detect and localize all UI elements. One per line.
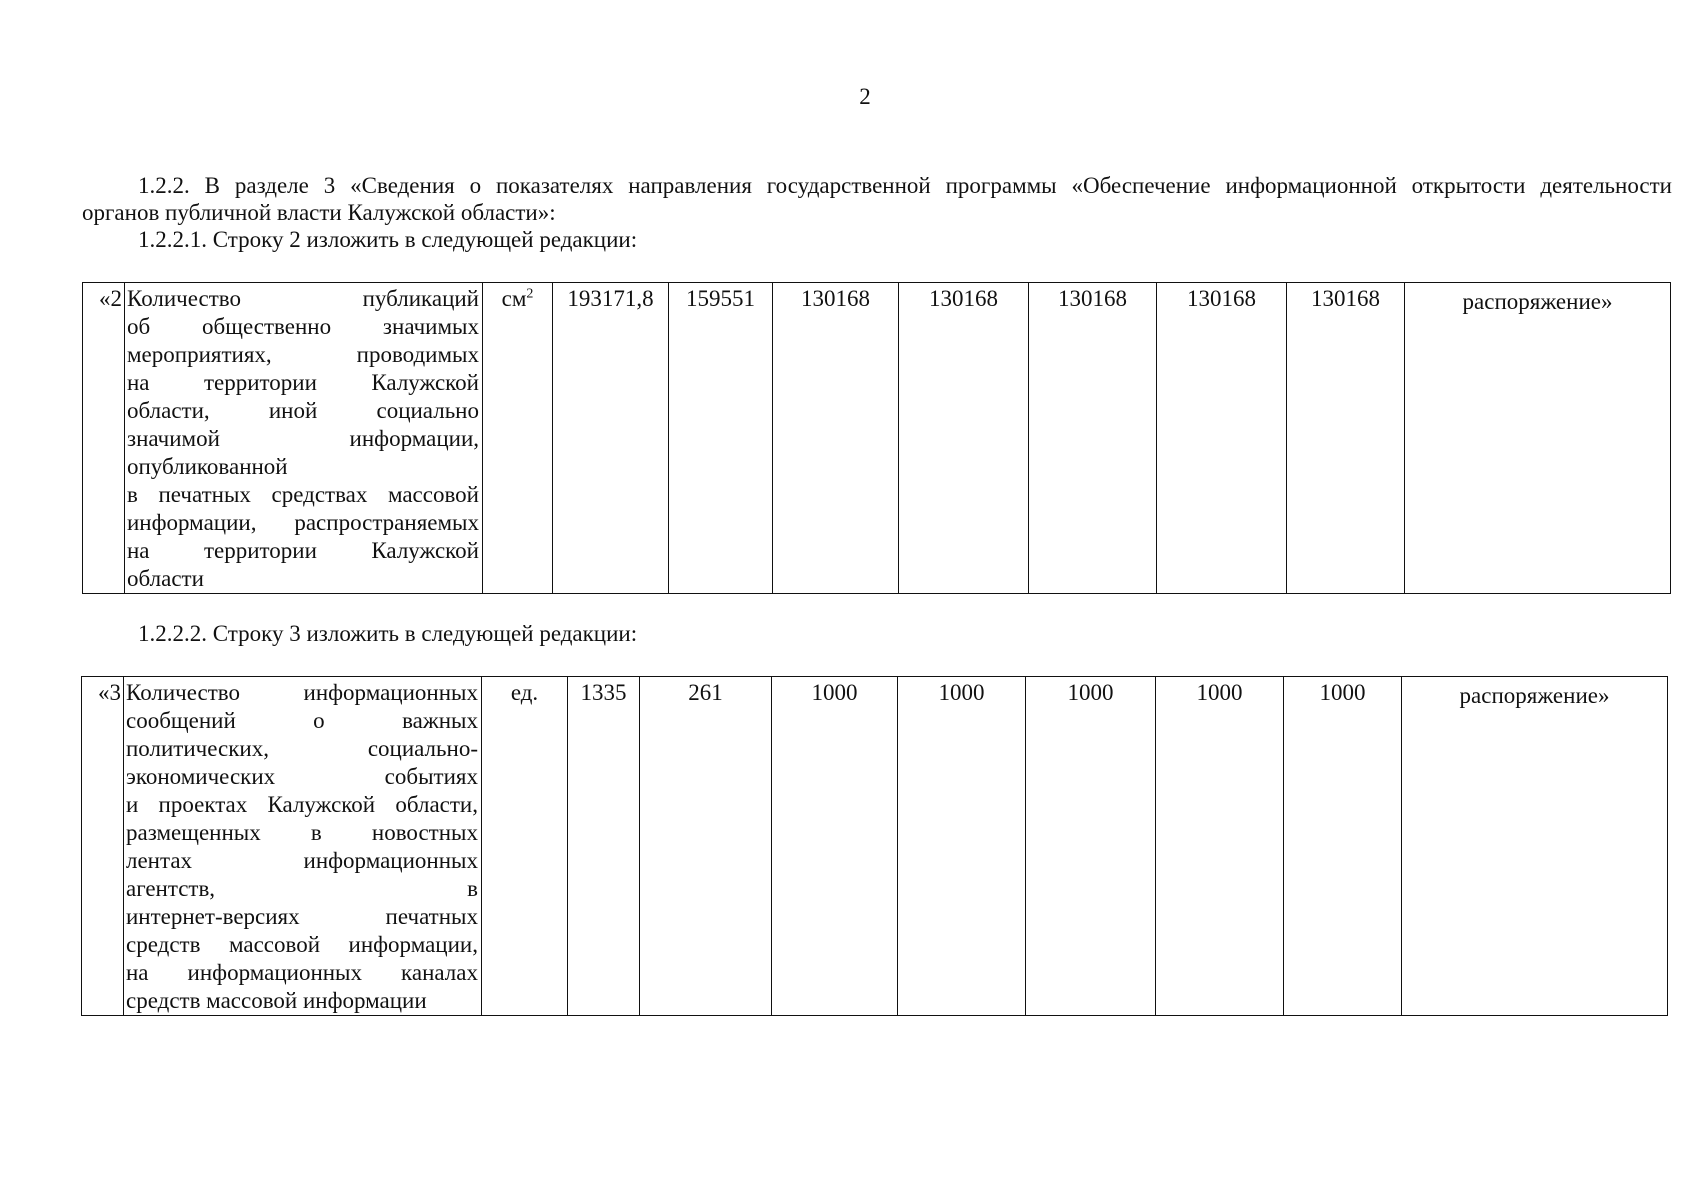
- value-cell: 1000: [1156, 677, 1284, 1016]
- value-cell: 261: [640, 677, 772, 1016]
- description-line: сообщений о важных: [126, 708, 478, 733]
- instruction-row-3: 1.2.2.2. Строку 3 изложить в следующей редакции:: [138, 621, 638, 646]
- unit-of-measure: ед.: [482, 677, 568, 1016]
- description-line: области: [127, 566, 204, 591]
- value-cell: 1000: [1026, 677, 1156, 1016]
- description-line: и проектах Калужской области,: [126, 792, 478, 817]
- description-line: лентах информационных: [126, 848, 478, 873]
- value-cell: 1000: [772, 677, 898, 1016]
- intro-line-2: органов публичной власти Калужской области»:: [82, 200, 556, 225]
- value-cell: 1000: [898, 677, 1026, 1016]
- description-line: об общественно значимых: [127, 314, 479, 339]
- description-line: Количество публикаций: [127, 286, 479, 311]
- unit-of-measure: [483, 283, 553, 594]
- description-line: информации, распространяемых: [127, 510, 479, 535]
- value-cell: 130168: [773, 283, 899, 594]
- value-cell: 1000: [1284, 677, 1402, 1016]
- description-line: агентств, в: [126, 876, 478, 901]
- description-line: размещенных в новостных: [126, 820, 478, 845]
- description-line: на информационных каналах: [126, 960, 478, 985]
- value-cell: 130168: [1287, 283, 1405, 594]
- description-line: экономических событиях: [126, 764, 478, 789]
- instruction-row-2: 1.2.2.1. Строку 2 изложить в следующей редакции:: [138, 227, 638, 252]
- description-line: средств массовой информации: [126, 988, 427, 1013]
- value-cell: 130168: [1029, 283, 1157, 594]
- description-line: политических, социально-: [126, 736, 478, 761]
- indicator-table-row-3: [81, 676, 1668, 1016]
- description-line: средств массовой информации,: [126, 932, 478, 957]
- description-line: значимой информации,: [127, 426, 479, 451]
- table-row: [82, 677, 1668, 1016]
- page-number: 2: [859, 84, 871, 109]
- basis-cell: распоряжение»: [1405, 283, 1671, 594]
- intro-line-1: 1.2.2. В разделе 3 «Сведения о показателях направления государственной программы «Обеспечение информационной открытости деятельности: [138, 173, 1672, 198]
- indicator-description: [125, 283, 483, 594]
- basis-cell: распоряжение»: [1402, 677, 1668, 1016]
- value-cell: 193171,8: [553, 283, 669, 594]
- value-cell: 130168: [899, 283, 1029, 594]
- indicator-table-row-2: [82, 282, 1671, 594]
- description-line: на территории Калужской: [127, 538, 479, 563]
- indicator-description: [124, 677, 482, 1016]
- description-line: на территории Калужской: [127, 370, 479, 395]
- description-line: мероприятиях, проводимых: [127, 342, 479, 367]
- value-cell: 1335: [568, 677, 640, 1016]
- description-line: в печатных средствах массовой: [127, 482, 479, 507]
- description-line: области, иной социально: [127, 398, 479, 423]
- unit-superscript: 2: [526, 286, 534, 302]
- unit-text: см: [501, 286, 527, 311]
- intro-paragraph: [82, 172, 1672, 226]
- row-index: «3: [82, 677, 124, 1016]
- table-row: [83, 283, 1671, 594]
- description-line: опубликованной: [127, 454, 288, 479]
- value-cell: 159551: [669, 283, 773, 594]
- row-index: «2: [83, 283, 125, 594]
- value-cell: 130168: [1157, 283, 1287, 594]
- description-line: интернет-версиях печатных: [126, 904, 478, 929]
- description-line: Количество информационных: [126, 680, 478, 705]
